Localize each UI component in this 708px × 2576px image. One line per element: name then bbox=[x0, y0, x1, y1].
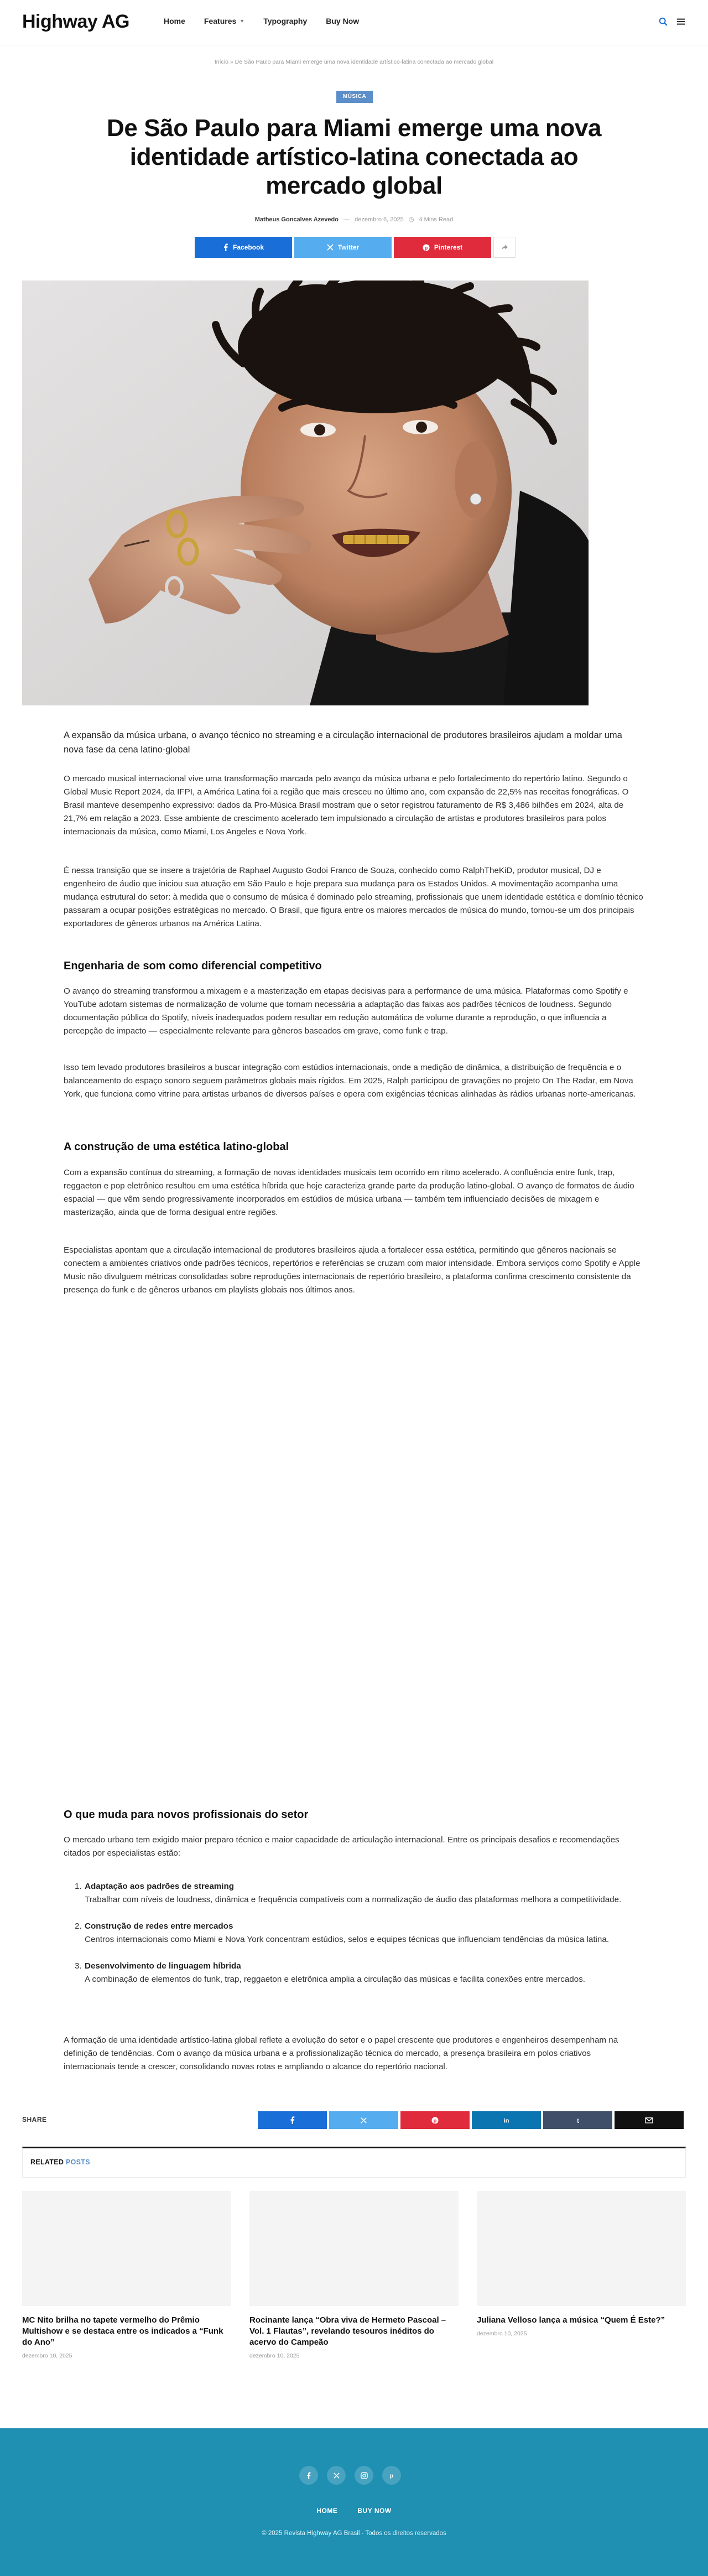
search-icon[interactable] bbox=[658, 17, 668, 27]
section-heading bbox=[64, 1140, 644, 1154]
list-item-text: Trabalhar com níveis de loudness, dinâmica e frequência compatíveis com a normalização de áudio das plataformas melhora a competitividade. bbox=[85, 1895, 622, 1904]
list-item-title: Adaptação aos padrões de streaming bbox=[85, 1882, 235, 1891]
footer-links bbox=[0, 2507, 708, 2515]
svg-text:p: p bbox=[433, 2117, 437, 2123]
main-nav bbox=[164, 17, 359, 25]
related-title bbox=[30, 2158, 90, 2166]
article-body bbox=[64, 864, 644, 931]
body-paragraph: Isso tem levado produtores brasileiros a buscar integração com estúdios internacionais, onde a medição de dinâmica, a distribuição de frequência e o balanceamento do espaço sonoro seguem parâmetros globais mais rígidos. Em 2025, Ralph participou de gravações no projeto On The Radar, em Nova York, que funciona como vitrine para artistas urbanos de diversos países e opera com exigências técnicas alinhadas às rádios urbanas norte-americanas. bbox=[64, 1063, 636, 1099]
section-heading-1: Engenharia de som como diferencial competitivo bbox=[64, 960, 322, 972]
related-post-thumbnail[interactable] bbox=[22, 2191, 231, 2306]
footer-instagram-link[interactable] bbox=[355, 2466, 373, 2485]
footer-copyright: © 2025 Revista Highway AG Brasil - Todos os direitos reservados bbox=[262, 2530, 446, 2537]
email-icon bbox=[645, 2117, 653, 2123]
clock-icon: ◷ bbox=[408, 216, 414, 223]
article-body bbox=[64, 1244, 644, 1297]
share-label: SHARE bbox=[22, 2116, 47, 2123]
nav-item-home[interactable] bbox=[164, 17, 185, 25]
related-post-thumbnail[interactable] bbox=[477, 2191, 686, 2306]
share-label: Facebook bbox=[232, 243, 264, 251]
nav-item-typography[interactable] bbox=[263, 17, 307, 25]
related-title-accent: POSTS bbox=[65, 2158, 90, 2166]
related-post-title[interactable]: MC Nito brilha no tapete vermelho do Prêmio Multishow e se destaca entre os indicados a “Funk do Ano” bbox=[22, 2315, 223, 2347]
share-label: Twitter bbox=[337, 243, 360, 251]
pinterest-icon bbox=[388, 2472, 395, 2479]
share-twitter-button[interactable] bbox=[294, 237, 392, 258]
body-paragraph: A formação de uma identidade artístico-latina global reflete a evolução do setor e o papel crescente que produtores e engenheiros desempenham na definição de tendências. Com o avanço da música urbana e a profissionalização técnica do mercado, a presença brasileira em polos criativos internacionais tende a crescer, consolidando novas rotas e ampliando o alcance do repertório nacional. bbox=[64, 2035, 618, 2071]
facebook-icon bbox=[290, 2116, 295, 2124]
footer-link-buy-now[interactable]: BUY NOW bbox=[357, 2507, 392, 2515]
related-post-date: dezembro 10, 2025 bbox=[249, 2352, 300, 2359]
article-lead bbox=[64, 728, 644, 757]
share-linkedin-button[interactable] bbox=[472, 2111, 541, 2129]
breadcrumb[interactable]: Início » De São Paulo para Miami emerge uma nova identidade artístico-latina conectada ao mercado global bbox=[214, 59, 494, 65]
pinterest-icon bbox=[423, 244, 430, 251]
nav-label: Home bbox=[164, 17, 185, 25]
related-post-card[interactable] bbox=[477, 2191, 686, 2337]
related-posts-header bbox=[22, 2147, 686, 2178]
share-facebook-button[interactable] bbox=[195, 237, 292, 258]
list-number: 3. bbox=[75, 1961, 82, 1971]
nav-item-buy-now[interactable] bbox=[326, 17, 359, 25]
related-title-main: RELATED bbox=[30, 2158, 64, 2166]
list-item bbox=[64, 1920, 644, 1946]
facebook-icon bbox=[306, 2472, 311, 2479]
nav-label: Buy Now bbox=[326, 17, 360, 25]
tumblr-icon bbox=[575, 2117, 581, 2124]
share-tumblr-button[interactable] bbox=[543, 2111, 612, 2129]
author-name[interactable]: Matheus Goncalves Azevedo bbox=[254, 216, 339, 223]
related-post-card[interactable] bbox=[22, 2191, 231, 2359]
related-post-card[interactable] bbox=[249, 2191, 459, 2359]
share-more-button[interactable] bbox=[493, 237, 516, 258]
svg-text:t: t bbox=[576, 2117, 579, 2124]
related-post-thumbnail[interactable] bbox=[249, 2191, 459, 2306]
linkedin-icon bbox=[503, 2117, 510, 2124]
body-paragraph: É nessa transição que se insere a trajetória de Raphael Augusto Godoi Franco de Souza, conhecido como RalphTheKiD, produtor musical, DJ e engenheiro de áudio que iniciou sua atuação em São Paulo e hoje prepara sua mudança para os Estados Unidos. A movimentação acompanha uma mudança estrutural do setor: à medida que o consumo de música é dominado pelo streaming, profissionais que unem identidade estética e domínio técnico passaram a ocupar posições estratégicas no mercado. O Brasil, que figura entre os maiores mercados de música do mundo, tornou-se um dos principais exportadores de gêneros urbanos na América Latina. bbox=[64, 866, 643, 928]
nav-label: Features bbox=[204, 17, 237, 25]
footer-social-links bbox=[299, 2466, 401, 2485]
header-icons bbox=[658, 17, 686, 27]
related-post-date: dezembro 10, 2025 bbox=[22, 2352, 72, 2359]
body-paragraph: Especialistas apontam que a circulação internacional de produtores brasileiros ajuda a fortalecer essa estética, permitindo que gêneros nacionais se conectem a ambientes criativos onde padrões técnicos, repertórios e referências se cruzam com maior intensidade. Embora serviços como Spotify e Apple Music não divulguem métricas consolidadas sobre reproduções internacionais de repertório brasileiro, a plataforma confirma crescimento consistente da presença do funk e de gêneros urbanos em playlists globais nos últimos anos. bbox=[64, 1245, 641, 1295]
body-paragraph: Com a expansão contínua do streaming, a formação de novas identidades musicais tem ocorrido em ritmo acelerado. A confluência entre funk, trap, reggaeton e pop eletrônico resultou em uma estética híbrida que hoje caracteriza grande parte da produção latino-global. O avanço de formatos de áudio espacial — que vêm sendo progressivamente incorporados em estúdios de música urbana — também tem influenciado decisões de mixagem e masterização, ainda que de forma desigual entre regiões. bbox=[64, 1168, 634, 1217]
share-twitter-button[interactable] bbox=[329, 2111, 398, 2129]
list-item-text: A combinação de elementos do funk, trap, reggaeton e eletrônica amplia a circulação das músicas e facilita conexões entre mercados. bbox=[85, 1975, 586, 1984]
list-item-text: Centros internacionais como Miami e Nova York concentram estúdios, selos e equipes técnicas que influenciam tendências da música latina. bbox=[85, 1935, 610, 1944]
article-body bbox=[64, 772, 644, 839]
nav-item-features[interactable] bbox=[204, 17, 244, 25]
x-twitter-icon bbox=[327, 244, 334, 251]
list-item-title: Desenvolvimento de linguagem híbrida bbox=[85, 1961, 241, 1971]
article-body bbox=[64, 1166, 644, 1219]
footer-link-home[interactable]: HOME bbox=[316, 2507, 338, 2515]
menu-icon[interactable] bbox=[676, 17, 686, 27]
article-body bbox=[64, 1834, 644, 1860]
lead-paragraph: A expansão da música urbana, o avanço técnico no streaming e a circulação internacional de produtores brasileiros ajudam a moldar uma nova fase da cena latino-global bbox=[64, 730, 622, 755]
share-pinterest-button[interactable] bbox=[394, 237, 491, 258]
section-heading bbox=[64, 959, 644, 973]
related-post-date: dezembro 10, 2025 bbox=[477, 2330, 527, 2337]
svg-text:p: p bbox=[389, 2473, 394, 2479]
site-logo[interactable]: Highway AG bbox=[22, 11, 129, 32]
share-pinterest-button[interactable] bbox=[400, 2111, 470, 2129]
list-number: 2. bbox=[75, 1921, 82, 1931]
x-twitter-icon bbox=[361, 2117, 367, 2123]
list-item bbox=[64, 1880, 644, 1907]
nav-label: Typography bbox=[263, 17, 308, 25]
meta-separator: — bbox=[343, 216, 350, 223]
share-buttons-top bbox=[195, 237, 516, 258]
x-twitter-icon bbox=[334, 2473, 340, 2479]
category-badge[interactable]: MÚSICA bbox=[336, 91, 373, 103]
site-header bbox=[0, 0, 708, 45]
footer-facebook-link[interactable] bbox=[299, 2466, 318, 2485]
hero-image bbox=[22, 281, 589, 705]
share-facebook-button[interactable] bbox=[258, 2111, 327, 2129]
section-heading-3: O que muda para novos profissionais do setor bbox=[64, 1809, 309, 1821]
chevron-down-icon: ▼ bbox=[240, 18, 245, 24]
article-body bbox=[64, 2034, 644, 2074]
article-meta bbox=[0, 216, 708, 223]
svg-text:p: p bbox=[424, 245, 428, 251]
article-date: dezembro 6, 2025 bbox=[355, 216, 404, 223]
footer-twitter-link[interactable] bbox=[327, 2466, 346, 2485]
share-email-button[interactable] bbox=[615, 2111, 684, 2129]
footer-pinterest-link[interactable] bbox=[382, 2466, 401, 2485]
article-body bbox=[64, 985, 644, 1038]
share-label: Pinterest bbox=[434, 243, 463, 251]
hero-portrait bbox=[22, 281, 589, 705]
facebook-icon bbox=[223, 243, 228, 251]
body-paragraph: O mercado urbano tem exigido maior preparo técnico e maior capacidade de articulação internacional. Entre os principais desafios e recomendações citados por especialistas estão: bbox=[64, 1835, 620, 1858]
body-paragraph: O mercado musical internacional vive uma transformação marcada pelo avanço da música urbana e pelo fortalecimento do repertório latino. Segundo o Global Music Report 2024, da IFPI, a América Latina foi a região que mais cresceu no último ano, com expansão de 22,5% nas receitas fonográficas. O Brasil manteve desempenho expressivo: dados da Pro-Música Brasil mostram que o setor registrou faturamento de R$ 3,486 bilhões em 2024, alta de 21,7% em relação a 2023. Esse ambiente de crescimento acelerado tem impulsionado a circulação de artistas e produtores brasileiros para polos internacionais da música, como Miami, Los Angeles e Nova York. bbox=[64, 774, 629, 837]
pinterest-icon bbox=[431, 2117, 439, 2124]
instagram-icon bbox=[361, 2472, 368, 2479]
list-item-title: Construção de redes entre mercados bbox=[85, 1921, 233, 1931]
list-item bbox=[64, 1960, 644, 1986]
article-title: De São Paulo para Miami emerge uma nova identidade artístico-latina conectada ao mercado global bbox=[106, 115, 602, 199]
site-footer bbox=[0, 2428, 708, 2576]
share-buttons-bottom bbox=[258, 2111, 684, 2129]
share-arrow-icon bbox=[501, 244, 508, 251]
svg-text:in: in bbox=[503, 2117, 509, 2124]
section-heading bbox=[64, 1808, 644, 1822]
list-number: 1. bbox=[75, 1882, 82, 1891]
body-paragraph: O avanço do streaming transformou a mixagem e a masterização em etapas decisivas para a performance de uma música. Plataformas como Spotify e YouTube adotam sistemas de normalização de volume que tornam necessária a adaptação das faixas aos padrões técnicos de loudness. Segundo documentação pública do Spotify, níveis inadequados podem resultar em redução automática de volume durante a reprodução, o que influencia a percepção de impacto — especialmente relevante para gêneros baseados em grave, como funk e trap. bbox=[64, 986, 628, 1036]
article-body bbox=[64, 1061, 644, 1101]
related-post-title[interactable]: Rocinante lança “Obra viva de Hermeto Pascoal – Vol. 1 Flautas”, revelando tesouros inéditos do acervo do Campeão bbox=[249, 2315, 446, 2347]
related-post-title[interactable]: Juliana Velloso lança a música “Quem É Este?” bbox=[477, 2315, 665, 2325]
section-heading-2: A construção de uma estética latino-global bbox=[64, 1141, 289, 1153]
recommendations-list bbox=[64, 1880, 644, 1999]
read-time: 4 Mins Read bbox=[419, 216, 454, 223]
